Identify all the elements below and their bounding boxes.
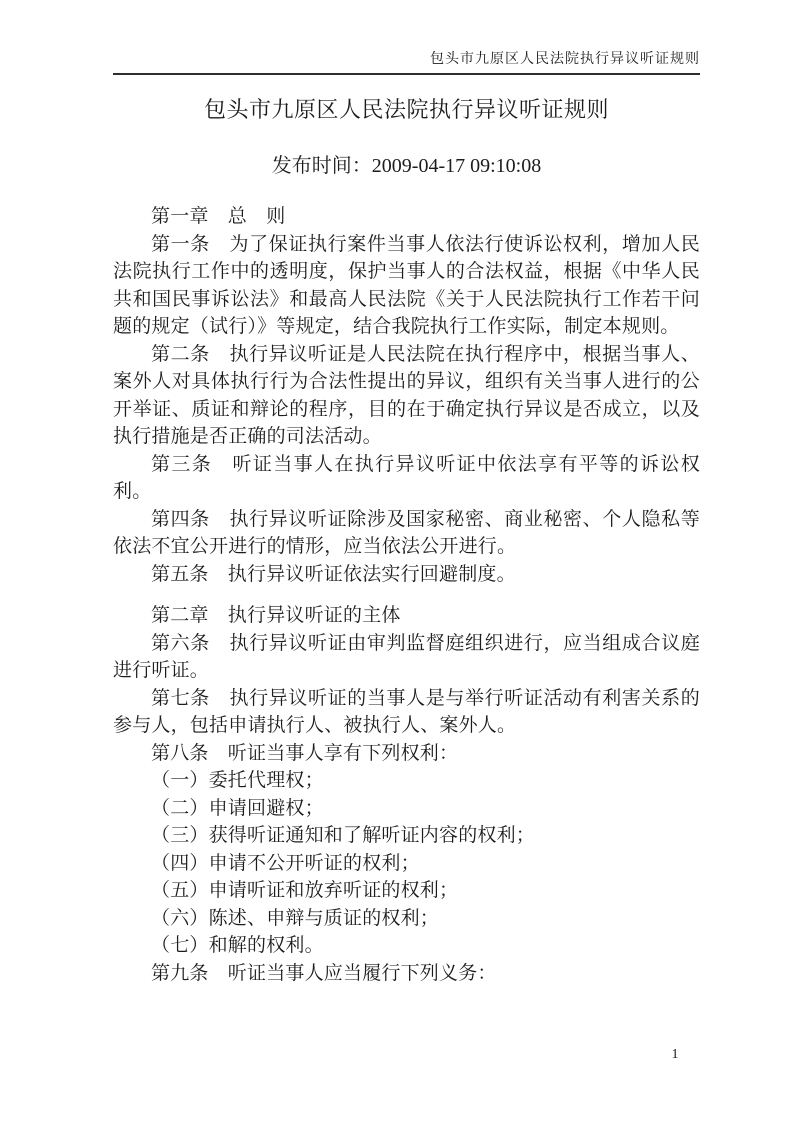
article-paragraph: 第九条 听证当事人应当履行下列义务：	[151, 962, 497, 984]
article-paragraph: 第六条 执行异议听证由审判监督庭组织进行，应当组成合议庭进行听证。	[113, 632, 700, 681]
list-item: （五）申请听证和放弃听证的权利；	[151, 880, 459, 901]
list-item: （二）申请回避权；	[151, 797, 324, 819]
list-item: （七）和解的权利。	[151, 935, 324, 956]
blank-line	[113, 588, 700, 602]
article-paragraph: 第七条 执行异议听证的当事人是与举行听证活动有利害关系的参与人，包括申请执行人、被执行人、案外人。	[113, 687, 700, 736]
list-item: （三）获得听证通知和了解听证内容的权利；	[151, 825, 536, 846]
running-header-text: 包头市九原区人民法院执行异议听证规则	[430, 52, 700, 67]
article-paragraph: 第八条 听证当事人享有下列权利：	[151, 742, 459, 764]
article-paragraph: 第三条 听证当事人在执行异议听证中依法享有平等的诉讼权利。	[113, 453, 700, 502]
running-header	[113, 50, 700, 75]
chapter-heading: 第二章 执行异议听证的主体	[151, 605, 401, 626]
document-body	[113, 203, 700, 987]
publish-time: 发布时间：2009-04-17 09:10:08	[271, 155, 542, 177]
page-title: 包头市九原区人民法院执行异议听证规则	[203, 97, 609, 122]
article-paragraph: 第四条 执行异议听证除涉及国家秘密、商业秘密、个人隐私等依法不宜公开进行的情形，应当依法公开进行。	[113, 508, 700, 557]
list-item: （六）陈述、申辩与质证的权利；	[151, 907, 440, 929]
list-item: （一）委托代理权；	[151, 770, 324, 791]
list-item: （四）申请不公开听证的权利；	[151, 852, 420, 874]
chapter-heading: 第一章 总 则	[151, 206, 286, 227]
page-number: 1	[671, 1047, 679, 1062]
article-paragraph: 第五条 执行异议听证依法实行回避制度。	[151, 563, 516, 585]
article-paragraph: 第一条 为了保证执行案件当事人依法行使诉讼权利，增加人民法院执行工作中的透明度，保护当事人的合法权益，根据《中华人民共和国民事诉讼法》和最高人民法院《关于人民法院执行工作若干问题的规定（试行）》等规定，结合我院执行工作实际，制定本规则。	[113, 233, 700, 337]
article-paragraph: 第二条 执行异议听证是人民法院在执行程序中，根据当事人、案外人对具体执行行为合法性提出的异议，组织有关当事人进行的公开举证、质证和辩论的程序，目的在于确定执行异议是否成立，以及执行措施是否正确的司法活动。	[113, 343, 700, 447]
